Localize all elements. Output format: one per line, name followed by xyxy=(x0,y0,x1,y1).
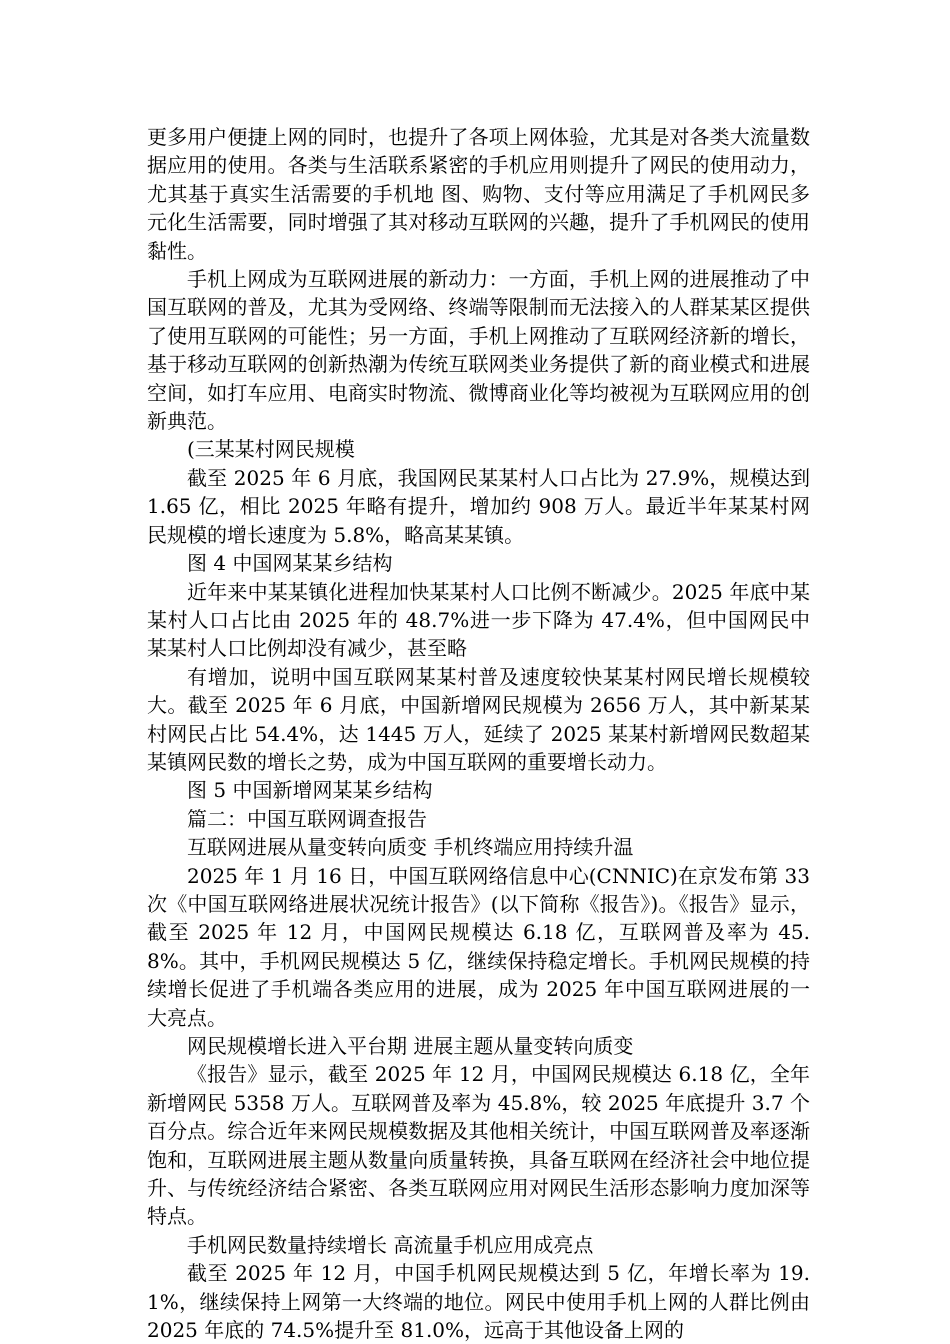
section-heading-rural-users: (三某某村网民规模 xyxy=(187,437,355,462)
paragraph-user-scale: 《报告》显示，截至 2025 年 12 月，中国网民规模达 6.18 亿，全年新增网民 5358 万人。互联网普及率为 45.8%，较 2025 年底提升 3.7 个百分点。综合近年来网民规模数据及其他相关统计，中国互联网普及率逐渐饱和，互联网进展主题从数量向质量转换，具备互联网在经济社会中地位提升、与传统经济结合紧密、各类互联网应用对网民生活形态影响力度加深等特点。 xyxy=(147,1062,810,1229)
figure-caption-4: 图 4 中国网某某乡结构 xyxy=(187,551,393,576)
subheading-quality-shift: 互联网进展从量变转向质变 手机终端应用持续升温 xyxy=(187,835,634,860)
paragraph-continuation: 更多用户便捷上网的同时，也提升了各项上网体验，尤其是对各类大流量数据应用的使用。各类与生活联系紧密的手机应用则提升了网民的使用动力，尤其基于真实生活需要的手机地 图、购物、支付等应用满足了手机网民多元化生活需要，同时增强了其对移动互联网的兴趣，提升了手机网民的使用黏性。 xyxy=(147,125,810,263)
paragraph-new-users: 有增加，说明中国互联网某某村普及速度较快某某村网民增长规模较大。截至 2025 年 6 月底，中国新增网民规模为 2656 万人，其中新某某村网民占比 54.4%，达 1445 万人，延续了 2025 某某村新增网民数超某某镇网民数的增长之势，成为中国互联网的重要增长动力。 xyxy=(147,664,810,774)
paragraph-mobile-scale: 截至 2025 年 12 月，中国手机网民规模达到 5 亿，年增长率为 19.1%，继续保持上网第一大终端的地位。网民中使用手机上网的人群比例由 2025 年底的 74.5%提升至 81.0%，远高于其他设备上网的 xyxy=(147,1261,810,1343)
paragraph-rural-scale: 截至 2025 年 6 月底，我国网民某某村人口占比为 27.9%，规模达到 1.65 亿，相比 2025 年略有提升，增加约 908 万人。最近半年某某村网民规模的增长速度为 5.8%，略高某某镇。 xyxy=(147,465,810,547)
paragraph-cnnic-report: 2025 年 1 月 16 日，中国互联网络信息中心(CNNIC)在京发布第 33 次《中国互联网络进展状况统计报告》(以下简称《报告》)。《报告》显示，截至 2025 年 12 月，中国网民规模达 6.18 亿，互联网普及率为 45.8%。其中，手机网民规模达 5 亿，继续保持稳定增长。手机网民规模的持续增长促进了手机端各类应用的进展，成为 2025 年中国互联网进展的一大亮点。 xyxy=(147,863,810,1030)
figure-caption-5: 图 5 中国新增网某某乡结构 xyxy=(187,778,433,803)
document-page xyxy=(147,123,810,1344)
paragraph-mobile-driver: 手机上网成为互联网进展的新动力：一方面，手机上网的进展推动了中国互联网的普及，尤其为受网络、终端等限制而无法接入的人群某某区提供了使用互联网的可能性；另一方面，手机上网推动了互联网经济新的增长，基于移动互联网的创新热潮为传统互联网类业务提供了新的商业模式和进展空间，如打车应用、电商实时物流、微博商业化等均被视为互联网应用的创新典范。 xyxy=(147,267,810,434)
subheading-plateau: 网民规模增长进入平台期 进展主题从量变转向质变 xyxy=(187,1034,634,1058)
subheading-mobile-users: 手机网民数量持续增长 高流量手机应用成亮点 xyxy=(187,1232,594,1257)
article-title: 篇二：中国互联网调查报告 xyxy=(187,806,427,831)
paragraph-urbanization: 近年来中某某镇化进程加快某某村人口比例不断减少。2025 年底中某某村人口占比由 2025 年的 48.7%进一步下降为 47.4%，但中国网民中某某村人口比例却没有减少，甚至略 xyxy=(147,579,810,661)
